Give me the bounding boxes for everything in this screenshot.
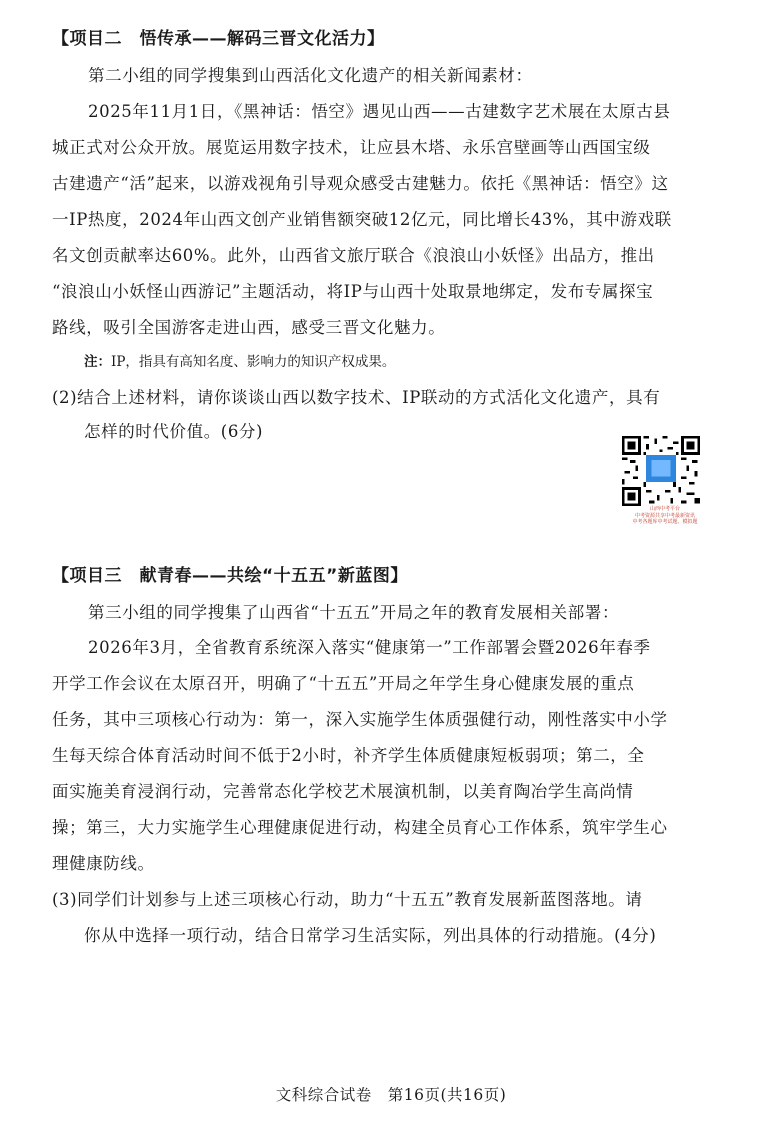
page-footer: 文科综合试卷 第16页(共16页): [275, 1086, 507, 1104]
qr-code-image: [622, 436, 700, 506]
section-3-body-line: 面实施美育浸润行动，完善常态化学校艺术展演机制，以美育陶冶学生高尚情: [52, 782, 634, 801]
question-3-line: (3)同学们计划参与上述三项核心行动，助力“十五五”教育发展新蓝图落地。请: [52, 890, 643, 909]
qr-caption: 山西中考平台: [649, 506, 680, 512]
section-3-heading: 【项目三 献青春——共绘“十五五”新蓝图】: [52, 566, 408, 586]
qr-code-block: [622, 436, 708, 526]
section-2-heading: 【项目二 悟传承——解码三晋文化活力】: [52, 29, 385, 49]
section-3-body-line: 生每天综合体育活动时间不低于2小时，补齐学生体质健康短板弱项；第二，全: [52, 746, 645, 765]
section-3-body-line: 2026年3月，全省教育系统深入落实“健康第一”工作部署会暨2026年春季: [88, 638, 651, 657]
qr-caption: 中考资源共享中考最新资讯: [634, 512, 695, 519]
section-2-body-line: “浪浪山小妖怪山西游记”主题活动，将IP与山西十处取景地绑定，发布专属探宝: [52, 282, 654, 301]
note-label: 注：: [84, 354, 111, 370]
section-2-intro: 第二小组的同学搜集到山西活化文化遗产的相关新闻素材：: [88, 66, 533, 85]
question-2-line: (2)结合上述材料，请你谈谈山西以数字技术、IP联动的方式活化文化遗产，具有: [52, 388, 661, 407]
section-2-body-line: 2025年11月1日，《黑神话：悟空》遇见山西——古建数字艺术展在太原古县: [88, 102, 671, 121]
section-2-body-line: 古建遗产“活”起来，以游戏视角引导观众感受古建魅力。依托《黑神话：悟空》这: [52, 174, 669, 193]
section-3-body-line: 任务，其中三项核心行动为：第一，深入实施学生体质强健行动，刚性落实中小学: [52, 710, 668, 729]
section-3-body-line: 理健康防线。: [52, 854, 155, 873]
section-2-body-line: 名文创贡献率达60%。此外，山西省文旅厅联合《浪浪山小妖怪》出品方，推出: [52, 246, 655, 265]
qr-caption: 中考各题库中考试题、模拟题: [632, 519, 698, 525]
section-2-body-line: 一IP热度，2024年山西文创产业销售额突破12亿元，同比增长43%，其中游戏联: [52, 210, 672, 229]
section-2-body-line: 路线，吸引全国游客走进山西，感受三晋文化魅力。: [52, 318, 446, 337]
section-3-body-line: 操；第三，大力实施学生心理健康促进行动，构建全员育心工作体系，筑牢学生心: [52, 818, 668, 837]
section-2-note: [84, 350, 395, 370]
section-2-body-line: 城正式对公众开放。展览运用数字技术，让应县木塔、永乐宫壁画等山西国宝级: [52, 138, 651, 157]
question-3-line: 你从中选择一项行动，结合日常学习生活实际，列出具体的行动措施。(4分): [84, 926, 657, 945]
section-3-body-line: 开学工作会议在太原召开，明确了“十五五”开局之年学生身心健康发展的重点: [52, 674, 635, 693]
note-text: IP，指具有高知名度、影响力的知识产权成果。: [111, 354, 396, 370]
question-2-line: 怎样的时代价值。(6分): [84, 422, 264, 441]
section-3-intro: 第三小组的同学搜集了山西省“十五五”开局之年的教育发展相关部署：: [88, 603, 620, 622]
